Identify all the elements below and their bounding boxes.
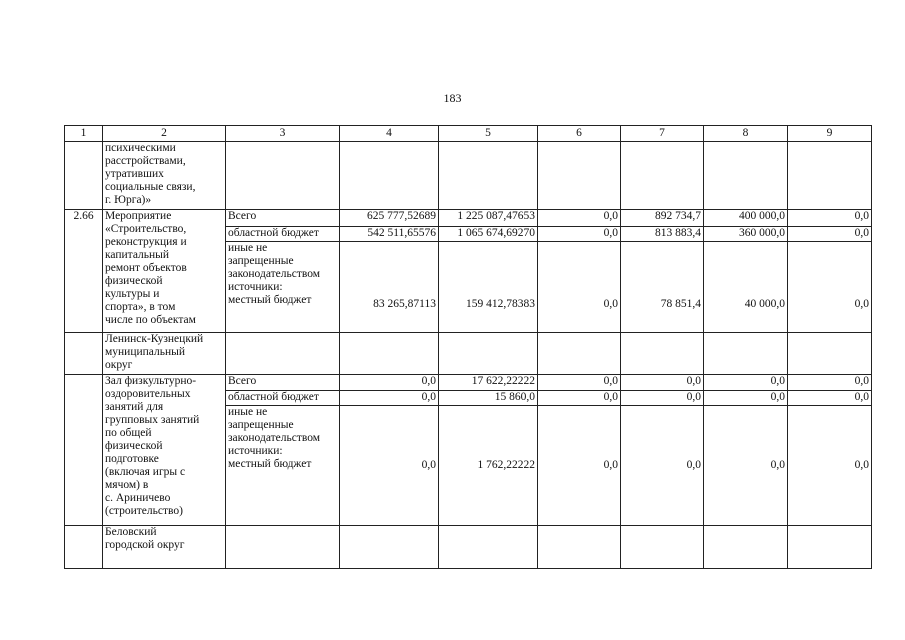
funding-source: областной бюджет [226, 391, 340, 406]
column-header: 3 [226, 126, 340, 142]
value-cell: 0,0 [788, 210, 872, 227]
value-cell: 0,0 [788, 406, 872, 526]
value-cell: 0,0 [788, 227, 872, 242]
value-cell: 0,0 [538, 391, 621, 406]
value-cell: 0,0 [788, 375, 872, 391]
value-cell: 0,0 [538, 227, 621, 242]
value-cell: 0,0 [788, 391, 872, 406]
funding-source: областной бюджет [226, 227, 340, 242]
value-cell: 0,0 [704, 391, 788, 406]
row-name: Мероприятие «Строительство, реконструкция и капитальный ремонт объектов физической культуры и спорта», в том числе по объектам [105, 210, 196, 326]
value-cell: 78 851,4 [621, 242, 704, 333]
table-row [65, 210, 872, 227]
funding-source: иные не запрещенные законодательством источники: местный бюджет [228, 406, 321, 470]
district-name: Ленинск-Кузнецкий муниципальный округ [105, 333, 204, 371]
value-cell: 83 265,87113 [340, 242, 439, 333]
value-cell: 0,0 [538, 375, 621, 391]
value-cell: 1 762,22222 [439, 406, 538, 526]
funding-source: Всего [226, 375, 340, 391]
column-header: 7 [621, 126, 704, 142]
value-cell: 892 734,7 [621, 210, 704, 227]
value-cell: 0,0 [538, 406, 621, 526]
column-header: 6 [538, 126, 621, 142]
value-cell: 40 000,0 [704, 242, 788, 333]
header-row [65, 126, 872, 142]
funding-source: иные не запрещенные законодательством источники: местный бюджет [228, 242, 321, 306]
value-cell: 360 000,0 [704, 227, 788, 242]
value-cell: 0,0 [340, 406, 439, 526]
column-header: 8 [704, 126, 788, 142]
column-header: 5 [439, 126, 538, 142]
value-cell: 542 511,65576 [340, 227, 439, 242]
column-header: 2 [103, 126, 226, 142]
value-cell: 0,0 [621, 406, 704, 526]
page-number: 183 [443, 91, 462, 105]
value-cell: 0,0 [538, 210, 621, 227]
value-cell: 17 622,22222 [439, 375, 538, 391]
value-cell: 625 777,52689 [340, 210, 439, 227]
value-cell: 15 860,0 [439, 391, 538, 406]
value-cell: 813 883,4 [621, 227, 704, 242]
value-cell: 159 412,78383 [439, 242, 538, 333]
value-cell: 0,0 [621, 391, 704, 406]
row-name: психическими расстройствами, утративших социальные связи, г. Юрга)» [105, 142, 196, 206]
column-header: 9 [788, 126, 872, 142]
row-name: Зал физкультурно- оздоровительных занятий для групповых занятий по общей физической подготовке (включая игры с мячом) в с. Ариничево (строительство) [105, 375, 200, 517]
table-row [65, 333, 872, 375]
value-cell: 0,0 [788, 242, 872, 333]
value-cell: 1 065 674,69270 [439, 227, 538, 242]
table-row [65, 526, 872, 569]
budget-table [64, 125, 872, 569]
column-header: 1 [65, 126, 103, 142]
table-row [65, 375, 872, 391]
district-name: Беловский городской округ [105, 526, 185, 551]
column-header: 4 [340, 126, 439, 142]
funding-source: Всего [226, 210, 340, 227]
value-cell: 0,0 [704, 406, 788, 526]
value-cell: 0,0 [340, 391, 439, 406]
value-cell: 1 225 087,47653 [439, 210, 538, 227]
value-cell: 0,0 [704, 375, 788, 391]
row-number: 2.66 [65, 210, 103, 333]
value-cell: 0,0 [340, 375, 439, 391]
table-row [65, 142, 872, 210]
value-cell: 0,0 [538, 242, 621, 333]
value-cell: 400 000,0 [704, 210, 788, 227]
value-cell: 0,0 [621, 375, 704, 391]
